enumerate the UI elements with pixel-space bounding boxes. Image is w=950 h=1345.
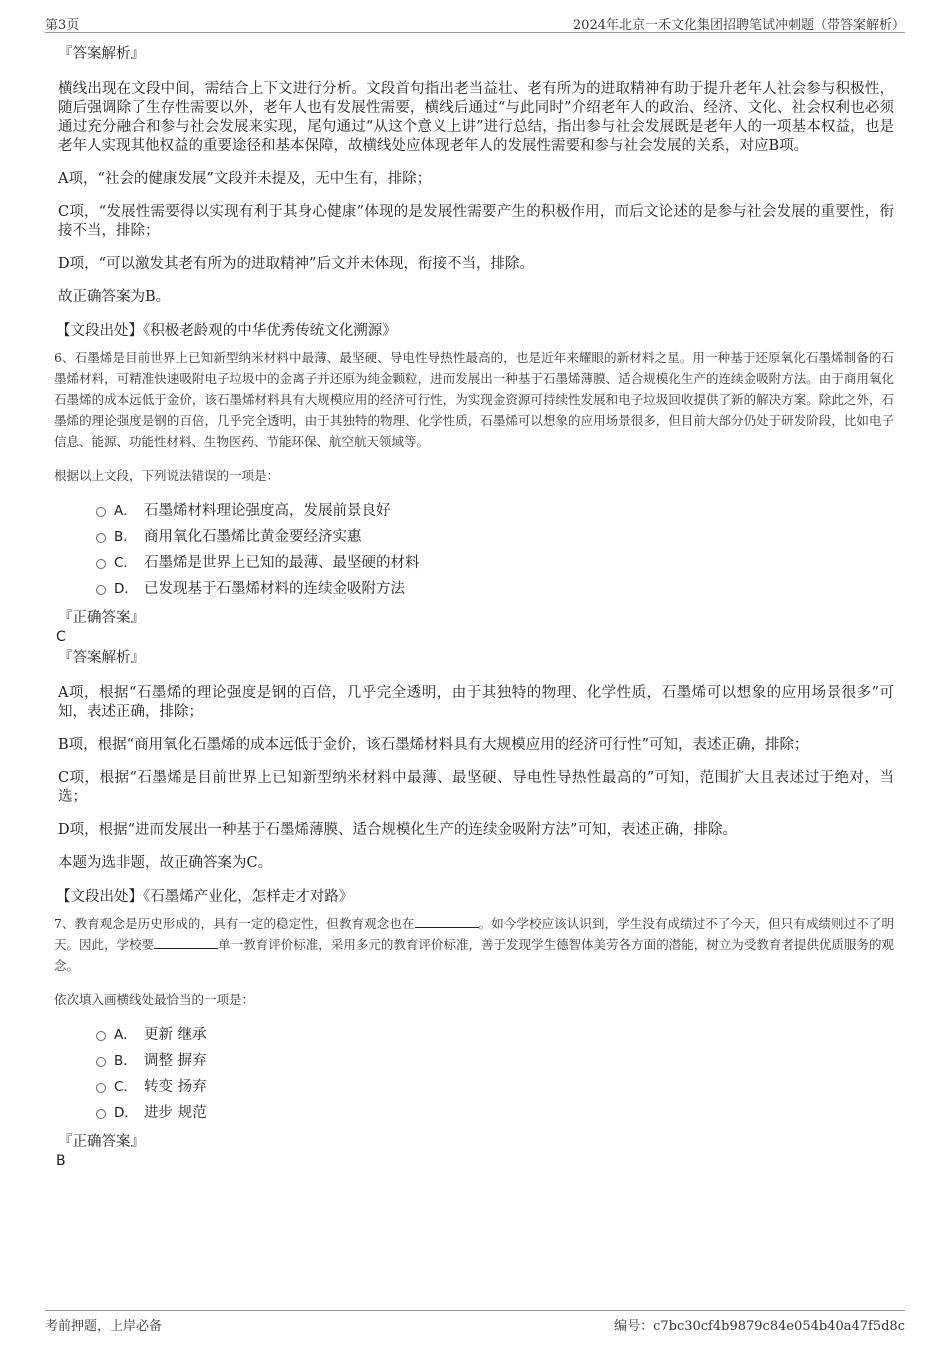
q7-options [96, 1022, 894, 1126]
option-letter: C． [114, 555, 137, 571]
q5-analysis-d: D项，“可以激发其老有所为的进取精神”后文并未体现，衔接不当，排除。 [58, 256, 534, 272]
q6-analysis-c: C项，根据“石墨烯是目前世界上已知新型纳米材料中最薄、最坚硬、导电性导热性最高的”可知，范围扩大且表述过于绝对，当选； [58, 770, 894, 805]
q6-correct-label: 『正确答案』 [58, 610, 145, 626]
option-text: 转变 扬弃 [144, 1079, 207, 1095]
q6-option-b[interactable] [96, 524, 894, 550]
q5-analysis-a: A项，“社会的健康发展”文段并未提及，无中生有，排除； [58, 171, 432, 187]
option-text: 调整 摒弃 [144, 1053, 207, 1069]
q7-option-b[interactable] [96, 1048, 894, 1074]
option-text: 已发现基于石墨烯材料的连续金吸附方法 [144, 581, 405, 597]
option-text: 石墨烯是世界上已知的最薄、最坚硬的材料 [144, 555, 420, 571]
radio-icon[interactable] [96, 585, 106, 595]
q7-option-a[interactable] [96, 1022, 894, 1048]
option-letter: A． [114, 503, 137, 519]
q6-option-d[interactable] [96, 576, 894, 602]
radio-icon[interactable] [96, 1057, 106, 1067]
page-content [54, 44, 894, 1172]
q5-analysis-c: C项，“发展性需要得以实现有利于其身心健康”体现的是发展性需要产生的积极作用，而后文论述的是参与社会发展的重要性，衔接不当，排除； [58, 204, 894, 239]
fill-blank-2 [154, 936, 218, 949]
radio-icon[interactable] [96, 1031, 106, 1041]
option-letter: C． [114, 1079, 137, 1095]
q6-question: 6、石墨烯是目前世界上已知新型纳米材料中最薄、最坚硬、导电性导热性最高的，也是近年来耀眼的新材料之星。用一种基于还原氧化石墨烯制备的石墨烯材料，可精准快速吸附电子垃圾中的金离子并还原为纯金颗粒，进而发展出一种基于石墨烯薄膜、适合规模化生产的连续金吸附方法。由于商用氧化石墨烯的成本远低于金价，该石墨烯材料具有大规模应用的经济可行性，为实现金资源可持续性发展和电子垃圾回收提供了新的解决方案。除此之外，石墨烯的理论强度是钢的百倍，几乎完全透明，由于其独特的物理、化学性质，石墨烯可以想象的应用场景很多，但目前大部分仍处于研发阶段，比如电子信息、能源、功能性材料、生物医药、节能环保、航空航天领域等。 [54, 350, 894, 449]
radio-icon[interactable] [96, 507, 106, 517]
document-title: 2024年北京一禾文化集团招聘笔试冲刺题（带答案解析） [572, 18, 905, 33]
option-text: 更新 继承 [144, 1027, 207, 1043]
q6-source: 【文段出处】《石墨烯产业化，怎样走才对路》 [56, 889, 354, 905]
q5-analysis-label: 『答案解析』 [58, 46, 145, 62]
radio-icon[interactable] [96, 559, 106, 569]
q7-option-c[interactable] [96, 1074, 894, 1100]
option-text: 石墨烯材料理论强度高，发展前景良好 [144, 503, 391, 519]
q6-option-c[interactable] [96, 550, 894, 576]
fill-blank-1 [415, 915, 479, 928]
page-number: 第3页 [45, 18, 80, 33]
document-code: 编号：c7bc30cf4b9879c84e054b40a47f5d8c [614, 1319, 905, 1334]
q6-analysis-d: D项，根据“进而发展出一种基于石墨烯薄膜、适合规模化生产的连续金吸附方法”可知，表述正确，排除。 [58, 822, 737, 838]
q6-options [96, 498, 894, 602]
q7-question-part3: 单一教育评价标准，采用多元的教育评价标准，善于发现学生德智体美劳各方面的潜能，树立为受教育者提供优质服务的观念。 [54, 937, 894, 973]
q7-question-part1: 7、教育观念是历史形成的，具有一定的稳定性，但教育观念也在 [54, 916, 415, 931]
q7-option-d[interactable] [96, 1100, 894, 1126]
q7-question [54, 913, 894, 976]
q5-source: 【文段出处】《积极老龄观的中华优秀传统文化溯源》 [56, 323, 397, 339]
option-letter: B． [114, 529, 137, 545]
option-letter: D． [114, 581, 138, 597]
q7-correct-answer: B [56, 1153, 66, 1169]
q6-conclusion: 本题为选非题，故正确答案为C。 [58, 855, 273, 871]
q5-analysis-para: 横线出现在文段中间，需结合上下文进行分析。文段首句指出老当益壮、老有所为的进取精神有助于提升老年人社会参与积极性，随后强调除了生存性需要以外，老年人也有发展性需要，横线后通过“与此同时”介绍老年人的政治、经济、文化、社会权利也必须通过充分融合和参与社会发展来实现，尾句通过“从这个意义上讲”进行总结，指出参与社会发展既是老年人的一项基本权益，也是老年人实现其他权益的重要途径和基本保障，故横线处应体现老年人的发展性需要和参与社会发展的关系，对应B项。 [58, 81, 894, 154]
option-text: 进步 规范 [144, 1105, 207, 1121]
q6-prompt: 根据以上文段，下列说法错误的一项是： [54, 468, 280, 483]
radio-icon[interactable] [96, 1083, 106, 1093]
q7-prompt: 依次填入画横线处最恰当的一项是： [54, 992, 255, 1007]
q6-correct-answer: C [56, 629, 66, 645]
q7-question-part2: 。如今学校应该认识到，学生没有成绩过不了今天，但只有成绩则过不了明天。因此，学校要 [54, 916, 894, 952]
q6-analysis-label: 『答案解析』 [58, 650, 145, 666]
page-footer [45, 1310, 905, 1335]
option-letter: A． [114, 1027, 137, 1043]
page-header [45, 12, 905, 33]
option-letter: D． [114, 1105, 138, 1121]
option-letter: B． [114, 1053, 137, 1069]
footer-slogan: 考前押题，上岸必备 [45, 1319, 163, 1334]
radio-icon[interactable] [96, 533, 106, 543]
q6-analysis-b: B项，根据“商用氧化石墨烯的成本远低于金价，该石墨烯材料具有大规模应用的经济可行性”可知，表述正确，排除； [58, 737, 809, 753]
radio-icon[interactable] [96, 1109, 106, 1119]
q6-analysis-a: A项，根据“石墨烯的理论强度是钢的百倍，几乎完全透明，由于其独特的物理、化学性质，石墨烯可以想象的应用场景很多”可知，表述正确，排除； [58, 685, 894, 720]
option-text: 商用氧化石墨烯比黄金要经济实惠 [144, 529, 362, 545]
q6-option-a[interactable] [96, 498, 894, 524]
q5-conclusion: 故正确答案为B。 [58, 289, 171, 305]
q7-correct-label: 『正确答案』 [58, 1134, 145, 1150]
